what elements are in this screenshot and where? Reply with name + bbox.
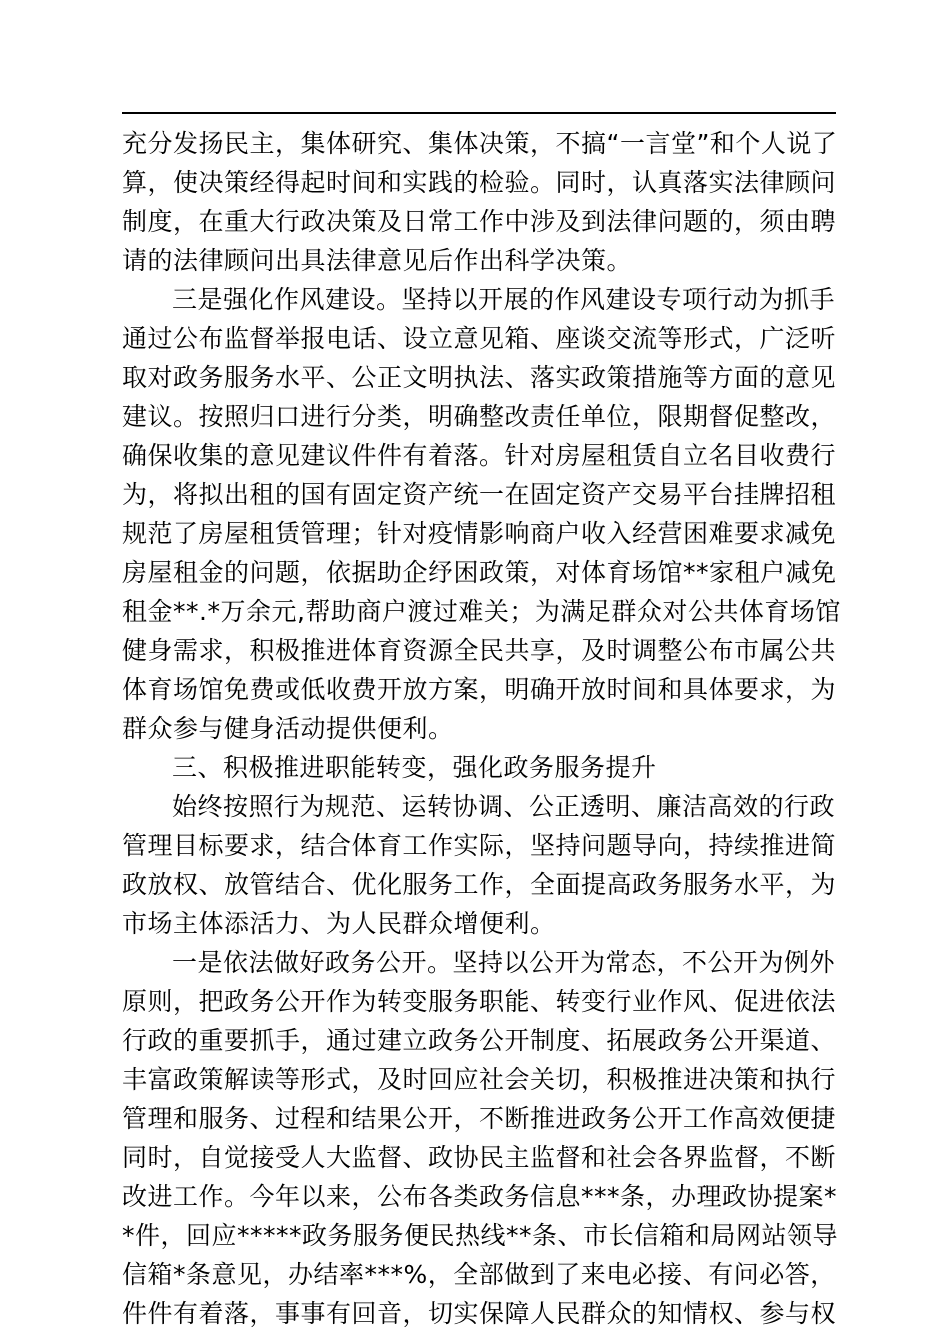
text-line: 规范了房屋租赁管理；针对疫情影响商户收入经营困难要求减免 [122,519,837,548]
text-line: 改进工作。今年以来，公布各类政务信息***条，办理政协提案* [122,1182,838,1211]
text-line: 原则，把政务公开作为转变服务职能、转变行业作风、促进依法 [122,987,837,1016]
text-line: 为，将拟出租的国有固定资产统一在固定资产交易平台挂牌招租 [122,480,837,509]
text-line: 政放权、放管结合、优化服务工作，全面提高政务服务水平，为 [122,870,837,899]
text-line: *件，回应*****政务服务便民热线**条、市长信箱和局网站领导 [122,1221,839,1250]
text-line: 制度，在重大行政决策及日常工作中涉及到法律问题的，须由聘 [122,207,837,236]
text-line: 取对政务服务水平、公正文明执法、落实政策措施等方面的意见 [122,363,837,392]
text-line: 房屋租金的问题，依据助企纾困政策，对体育场馆**家租户减免 [122,558,837,587]
text-line: 建议。按照归口进行分类，明确整改责任单位，限期督促整改， [122,402,837,431]
text-line: 通过公布监督举报电话、设立意见箱、座谈交流等形式，广泛听 [122,324,837,353]
text-line: 一是依法做好政务公开。坚持以公开为常态，不公开为例外 [172,948,836,977]
text-line: 体育场馆免费或低收费开放方案，明确开放时间和具体要求，为 [122,675,837,704]
text-line: 始终按照行为规范、运转协调、公正透明、廉洁高效的行政 [172,792,836,821]
text-line: 算，使决策经得起时间和实践的检验。同时，认真落实法律顾问 [122,168,837,197]
text-line: 群众参与健身活动提供便利。 [122,714,454,743]
text-line: 三是强化作风建设。坚持以开展的作风建设专项行动为抓手 [172,285,836,314]
text-line: 管理目标要求，结合体育工作实际，坚持问题导向，持续推进简 [122,831,837,860]
text-line: 租金**.*万余元,帮助商户渡过难关；为满足群众对公共体育场馆 [122,597,841,626]
text-line: 管理和服务、过程和结果公开，不断推进政务公开工作高效便捷 [122,1104,837,1133]
text-line: 丰富政策解读等形式，及时回应社会关切，积极推进决策和执行 [122,1065,837,1094]
text-line: 行政的重要抓手，通过建立政务公开制度、拓展政务公开渠道、 [122,1026,837,1055]
text-line: 件件有着落，事事有回音，切实保障人民群众的知情权、参与权 [122,1299,837,1328]
text-line: 市场主体添活力、为人民群众增便利。 [122,909,556,938]
document-body [122,124,841,1333]
text-line: 请的法律顾问出具法律意见后作出科学决策。 [122,246,633,275]
text-line: 信箱*条意见，办结率***%，全部做到了来电必接、有问必答， [122,1260,836,1289]
header-rule [122,112,836,114]
text-line: 三、积极推进职能转变，强化政务服务提升 [172,753,657,782]
text-line: 充分发扬民主，集体研究、集体决策，不搞“一言堂”和个人说了 [122,129,838,158]
text-line: 确保收集的意见建议件件有着落。针对房屋租赁自立名目收费行 [122,441,837,470]
text-line: 健身需求，积极推进体育资源全民共享，及时调整公布市属公共 [122,636,837,665]
text-line: 同时，自觉接受人大监督、政协民主监督和社会各界监督，不断 [122,1143,837,1172]
